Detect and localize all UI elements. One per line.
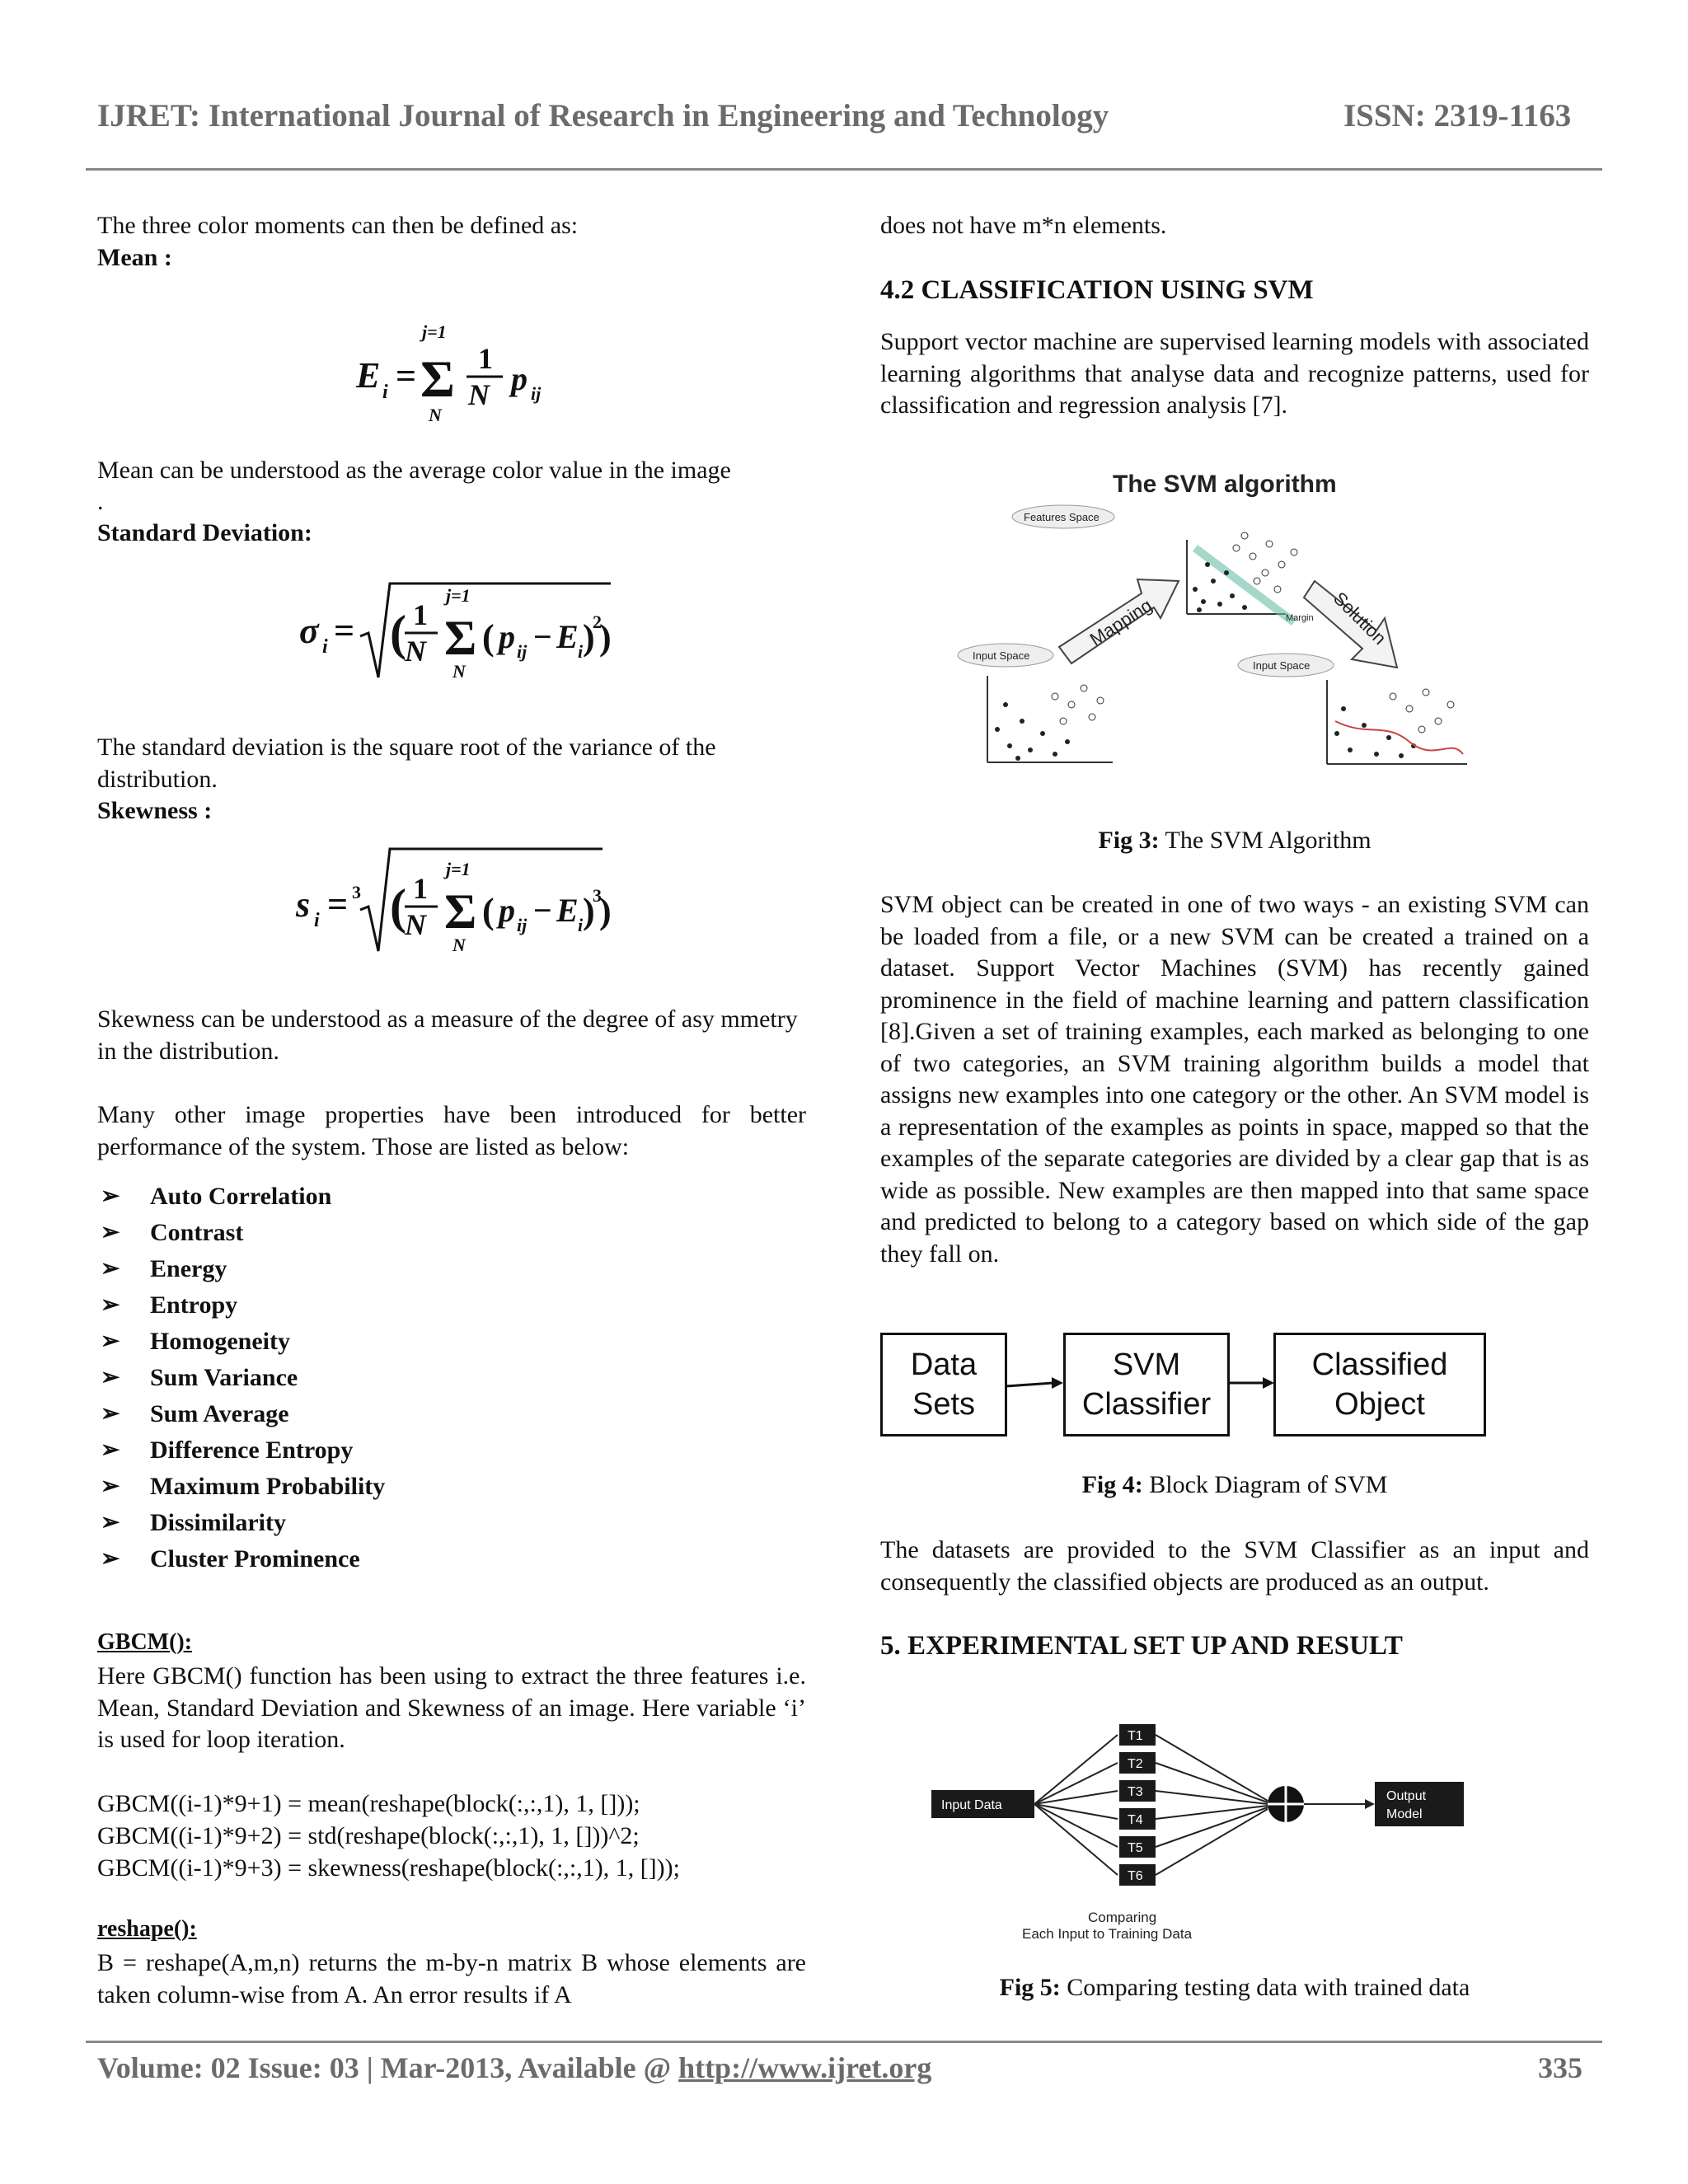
list-item: ➢ Sum Variance bbox=[101, 1360, 385, 1396]
fig3-caption: Fig 3: The SVM Algorithm bbox=[1098, 827, 1372, 854]
svg-text:N: N bbox=[405, 635, 426, 668]
eq-skew-sub: i bbox=[314, 910, 320, 931]
eq-mean-bottom: N bbox=[429, 405, 442, 424]
svm-classifier-box: SVM Classifier bbox=[1063, 1333, 1230, 1436]
eq-sd-top: j=1 bbox=[446, 585, 471, 606]
footer-volume: Volume: 02 Issue: 03 | Mar-2013, Available @ http://www.ijret.org bbox=[97, 2051, 932, 2084]
svm-heading: 4.2 CLASSIFICATION USING SVM bbox=[880, 275, 1314, 305]
input-space-label-1: Input Space bbox=[973, 649, 1030, 662]
svg-text:(: ( bbox=[390, 606, 406, 660]
comparing-label-1: Comparing bbox=[1088, 1910, 1157, 1925]
margin-label: Margin bbox=[1286, 613, 1314, 623]
mean-text: Mean can be understood as the average color value in the image bbox=[97, 457, 731, 484]
fig4-arrows bbox=[1006, 1368, 1278, 1401]
footer-url-link[interactable]: http://www.ijret.org bbox=[678, 2051, 932, 2084]
footer-rule bbox=[86, 2041, 1602, 2043]
code-line-1: GBCM((i-1)*9+1) = mean(reshape(block(:,:,1), 1, [])); bbox=[97, 1790, 640, 1817]
t5-label: T5 bbox=[1128, 1841, 1143, 1855]
list-item: ➢ Contrast bbox=[101, 1215, 385, 1251]
eq-skew-lhs: s bbox=[296, 884, 311, 925]
t6-label: T6 bbox=[1128, 1869, 1143, 1883]
eq-mean-lhs: E bbox=[356, 355, 381, 396]
list-item: ➢ Dissimilarity bbox=[101, 1505, 385, 1541]
skew-text: Skewness can be understood as a measure of the degree of asy mmetry in the distribution. bbox=[97, 1005, 798, 1065]
journal-title: IJRET: International Journal of Research in Engineering and Technology bbox=[97, 98, 1109, 134]
continued-text: does not have m*n elements. bbox=[880, 212, 1167, 239]
list-item: ➢ Entropy bbox=[101, 1287, 385, 1324]
header-rule bbox=[86, 168, 1602, 171]
fig4-text: The datasets are provided to the SVM Classifier as an input and consequently the classified objects are produced as an output. bbox=[880, 1536, 1589, 1596]
svg-text:): ) bbox=[583, 891, 595, 931]
t4-label: T4 bbox=[1128, 1813, 1143, 1827]
mean-label: Mean : bbox=[97, 244, 172, 271]
svg-text:Σ: Σ bbox=[420, 349, 455, 408]
list-item: ➢ Homogeneity bbox=[101, 1324, 385, 1360]
list-item: ➢ Cluster Prominence bbox=[101, 1541, 385, 1577]
sd-text: The standard deviation is the square root of the variance of the distribution. bbox=[97, 733, 716, 793]
eq-mean-num: 1 bbox=[478, 342, 493, 375]
svm-algorithm-figure bbox=[948, 457, 1484, 779]
issn: ISSN: 2319-1163 bbox=[1343, 98, 1572, 134]
sd-label: Standard Deviation: bbox=[97, 519, 312, 546]
svg-text:2: 2 bbox=[593, 612, 602, 632]
fig5-caption: Fig 5: Comparing testing data with trained data bbox=[999, 1974, 1470, 2001]
svg-text:−: − bbox=[533, 618, 552, 655]
t1-label: T1 bbox=[1128, 1729, 1143, 1743]
experimental-heading: 5. EXPERIMENTAL SET UP AND RESULT bbox=[880, 1631, 1403, 1661]
input-space-label-2: Input Space bbox=[1253, 659, 1311, 672]
svg-text:E: E bbox=[556, 892, 579, 929]
mean-equation bbox=[346, 317, 560, 424]
svm-intro: Support vector machine are supervised learning models with associated learning algorithms that analyse data and recognize patterns, used for classification and regression analysis [7]. bbox=[880, 328, 1589, 419]
mean-dot: . bbox=[97, 488, 104, 515]
eq-sd-bottom: N bbox=[452, 661, 466, 682]
solution-label: Solution bbox=[1329, 588, 1390, 649]
svg-text:): ) bbox=[599, 617, 612, 658]
svg-text:i: i bbox=[578, 915, 584, 935]
list-item: ➢ Maximum Probability bbox=[101, 1469, 385, 1505]
svg-text:3: 3 bbox=[593, 885, 602, 906]
code-line-2: GBCM((i-1)*9+2) = std(reshape(block(:,:,1), 1, []))^2; bbox=[97, 1822, 640, 1849]
eq-skew-top: j=1 bbox=[446, 859, 471, 879]
fig3-title: The SVM algorithm bbox=[1113, 471, 1337, 498]
list-item: ➢ Energy bbox=[101, 1251, 385, 1287]
eq-mean-termsub: ij bbox=[531, 383, 542, 404]
output-label-1: Output bbox=[1386, 1789, 1427, 1803]
svg-text:−: − bbox=[533, 892, 552, 929]
svg-text:p: p bbox=[499, 618, 515, 655]
list-item: ➢ Auto Correlation bbox=[101, 1179, 385, 1215]
t3-label: T3 bbox=[1128, 1785, 1143, 1799]
reshape-heading: reshape(): bbox=[97, 1916, 197, 1942]
features-space-label: Features Space bbox=[1024, 511, 1100, 523]
svg-text:=: = bbox=[396, 356, 417, 396]
svg-text:ij: ij bbox=[517, 915, 528, 935]
t2-label: T2 bbox=[1128, 1757, 1143, 1771]
props-text: Many other image properties have been introduced for better performance of the system. Those are listed as below: bbox=[97, 1101, 806, 1160]
mapping-label: Mapping bbox=[1085, 594, 1156, 650]
list-item: ➢ Sum Average bbox=[101, 1396, 385, 1432]
svg-text:ij: ij bbox=[517, 641, 528, 662]
sd-equation bbox=[293, 569, 614, 692]
svg-text:1: 1 bbox=[413, 872, 428, 905]
svg-text:E: E bbox=[556, 618, 579, 655]
eq-skew-root: 3 bbox=[352, 882, 361, 902]
fig4-caption: Fig 4: Block Diagram of SVM bbox=[1081, 1471, 1388, 1498]
eq-mean-sub: i bbox=[382, 382, 388, 403]
svg-text:=: = bbox=[327, 884, 349, 925]
svg-text:=: = bbox=[334, 611, 355, 651]
eq-sd-sub: i bbox=[322, 636, 328, 658]
data-sets-box: Data Sets bbox=[880, 1333, 1007, 1436]
comparing-label-2: Each Input to Training Data bbox=[1022, 1926, 1193, 1942]
svg-text:i: i bbox=[578, 641, 584, 662]
output-label-2: Model bbox=[1386, 1807, 1423, 1821]
page-number: 335 bbox=[1538, 2051, 1582, 2084]
eq-mean-den: N bbox=[468, 378, 490, 411]
svg-text:): ) bbox=[583, 617, 595, 658]
comparing-figure bbox=[923, 1714, 1500, 1945]
svg-text:Σ: Σ bbox=[444, 884, 477, 939]
eq-skew-bottom: N bbox=[452, 935, 466, 955]
svg-text:(: ( bbox=[482, 891, 495, 931]
svg-text:N: N bbox=[405, 908, 426, 941]
skew-equation bbox=[293, 841, 614, 964]
eq-sd-lhs: σ bbox=[299, 611, 319, 651]
svg-text:1: 1 bbox=[413, 598, 428, 631]
eq-mean-term: p bbox=[511, 360, 528, 397]
svg-text:p: p bbox=[499, 892, 515, 929]
code-line-3: GBCM((i-1)*9+3) = skewness(reshape(block(:,:,1), 1, [])); bbox=[97, 1854, 680, 1882]
list-item: ➢ Difference Entropy bbox=[101, 1432, 385, 1469]
gbcm-text: Here GBCM() function has been using to extract the three features i.e. Mean, Standard Deviation and Skewness of an image. Here variable ‘i’ is used for loop iteration. bbox=[97, 1662, 806, 1753]
intro-text: The three color moments can then be defined as: bbox=[97, 212, 579, 239]
classified-object-box: Classified Object bbox=[1273, 1333, 1486, 1436]
svg-text:Σ: Σ bbox=[444, 611, 477, 665]
svg-text:(: ( bbox=[482, 617, 495, 658]
svg-text:): ) bbox=[599, 891, 612, 931]
skew-label: Skewness : bbox=[97, 797, 213, 824]
svg-text:(: ( bbox=[390, 879, 406, 934]
input-data-label: Input Data bbox=[941, 1798, 1002, 1812]
reshape-text: B = reshape(A,m,n) returns the m-by-n matrix B whose elements are taken column-wise from A. An error results if A bbox=[97, 1949, 806, 2008]
eq-mean-top: j=1 bbox=[422, 321, 447, 342]
property-list bbox=[101, 1179, 385, 1577]
gbcm-heading: GBCM(): bbox=[97, 1629, 193, 1655]
svm-text: SVM object can be created in one of two ways - an existing SVM can be loaded from a file, or a new SVM can be created a trained on a dataset. Support Vector Machines (SVM) has recently gained prominence in the field of machine learning and pattern classification [8].Given a set of training examples, each marked as belonging to one of two categories, an SVM training algorithm builds a model that assigns new examples into one category or the other. An SVM model is a representation of the examples as points in space, mapped so that the examples of the separate categories are divided by a clear gap that is as wide as possible. New examples are then mapped into that same space and predicted to belong to a category based on which side of the gap they fall on. bbox=[880, 891, 1589, 1268]
